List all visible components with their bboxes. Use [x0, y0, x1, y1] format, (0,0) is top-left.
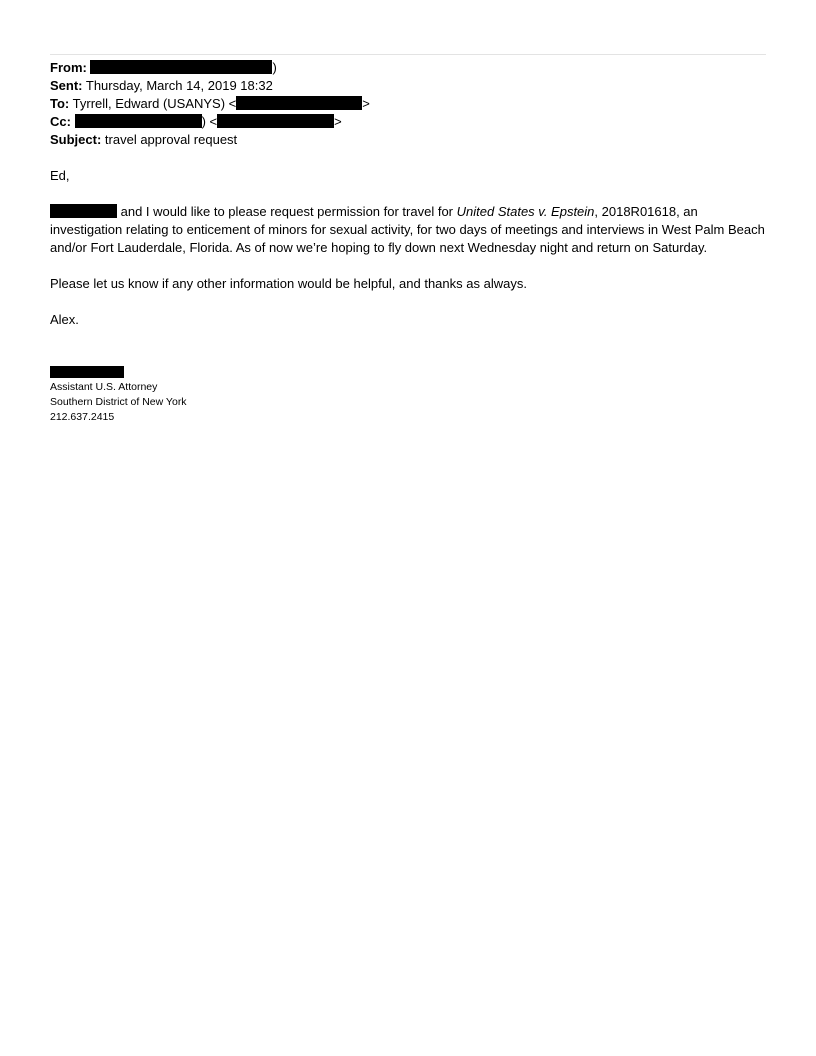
from-label: From:: [50, 60, 87, 75]
email-body: [50, 167, 766, 329]
sent-label: Sent:: [50, 78, 83, 93]
cc-label: Cc:: [50, 114, 71, 129]
email-header: [50, 59, 766, 149]
redaction-block: [90, 60, 272, 74]
request-paragraph: [50, 203, 766, 257]
to-label: To:: [50, 96, 70, 111]
subject-value: travel approval request: [104, 132, 238, 147]
signature-office: Southern District of New York: [50, 396, 187, 408]
signature-title: Assistant U.S. Attorney: [50, 381, 158, 393]
closing: Alex.: [50, 312, 79, 327]
from-line: [50, 59, 766, 77]
redaction-block: [50, 204, 117, 218]
followup-paragraph: Please let us know if any other information would be helpful, and thanks as always.: [50, 276, 527, 291]
redaction-block: [50, 366, 124, 378]
subject-line: [50, 131, 766, 149]
subject-label: Subject:: [50, 132, 102, 147]
greeting: Ed,: [50, 168, 70, 183]
to-suffix: >: [362, 96, 370, 111]
redaction-block: [217, 114, 334, 128]
header-divider: [50, 54, 766, 55]
cc-line: [50, 113, 766, 131]
cc-middle: ) <: [201, 114, 218, 129]
redaction-block: [236, 96, 362, 110]
sent-value: Thursday, March 14, 2019 18:32: [85, 78, 273, 93]
request-text-end: , 2018R01618, an investigation relating to enticement of minors for sexual activity, for two days of meetings and interviews in West Palm Beach and/or Fort Lauderdale, Florida. As of now we’re hoping to fly down next Wednesday night and return on Saturday.: [50, 204, 765, 255]
to-line: [50, 95, 766, 113]
sent-line: [50, 77, 766, 95]
from-suffix: ): [272, 60, 277, 75]
cc-suffix: >: [334, 114, 342, 129]
redaction-block: [75, 114, 202, 128]
case-name: United States v. Epstein: [456, 204, 595, 219]
to-value: Tyrrell, Edward (USANYS) <: [72, 96, 237, 111]
signature-block: [50, 366, 450, 425]
request-text-start: and I would like to please request permission for travel for: [117, 204, 457, 219]
signature-phone: 212.637.2415: [50, 411, 115, 423]
